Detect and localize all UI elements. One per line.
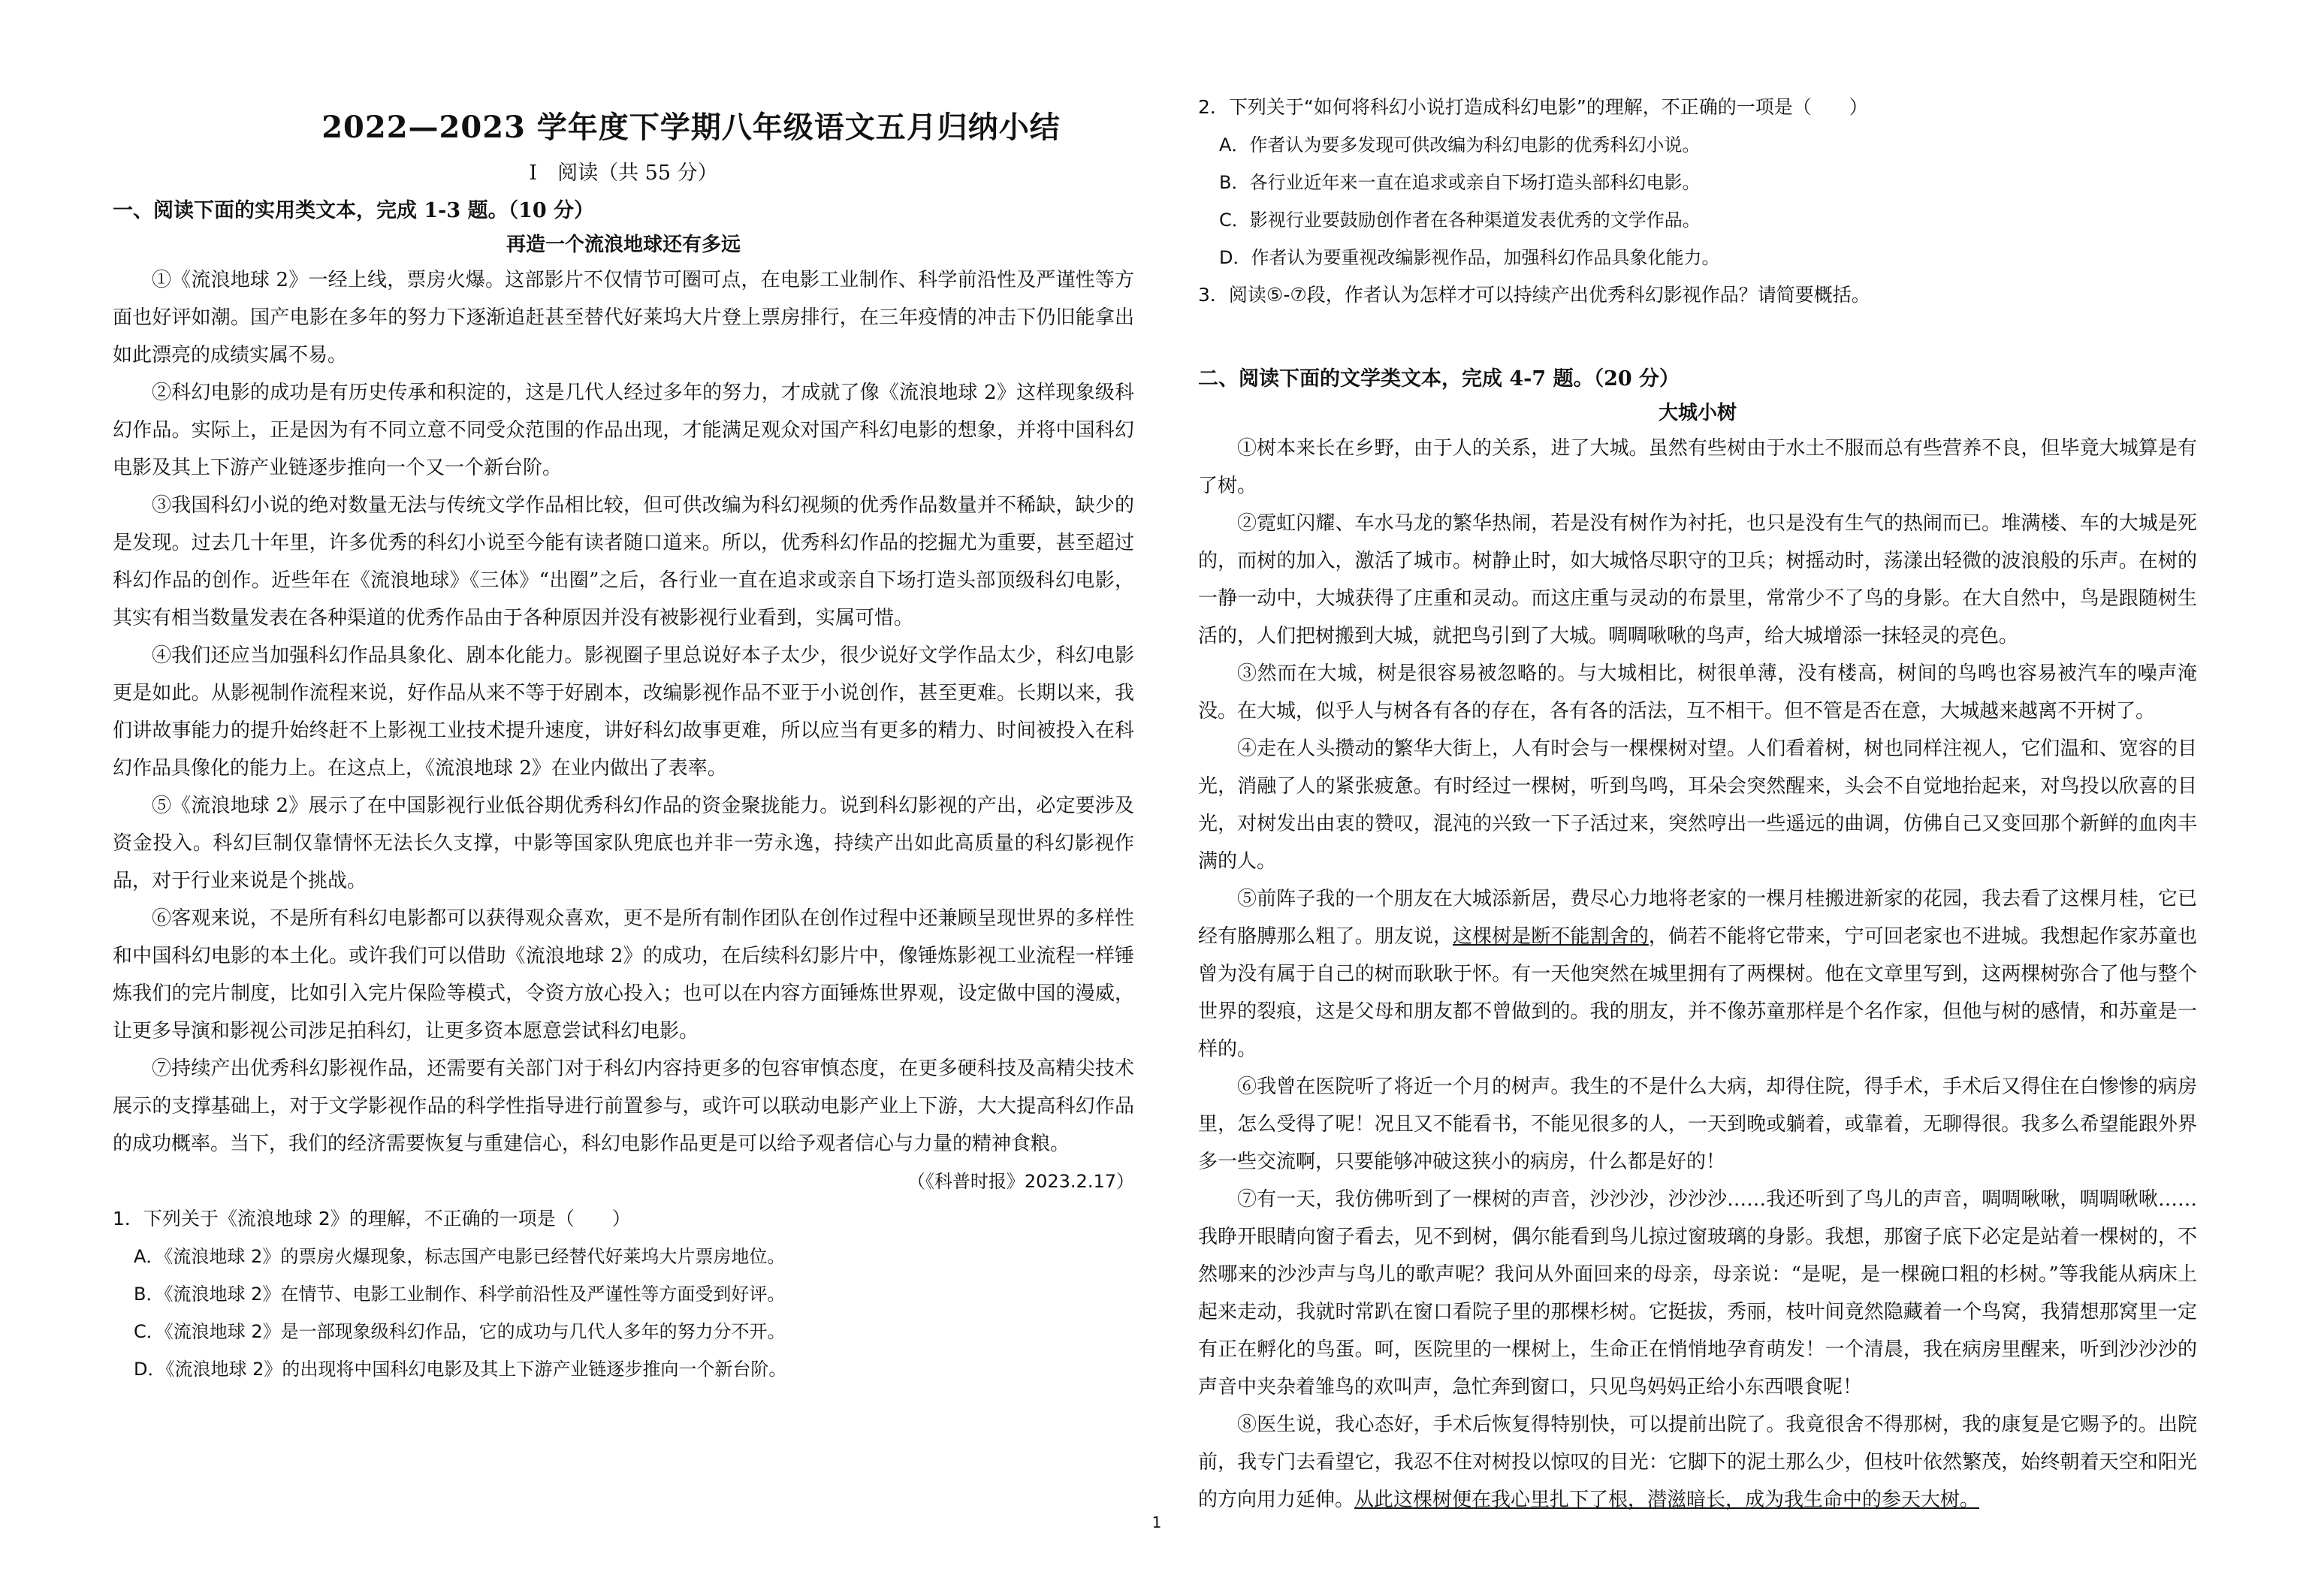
underlined-sentence: 这棵树是断不能割舍的 — [1453, 925, 1649, 948]
question-1-option-b[interactable]: B．《流浪地球 2》在情节、电影工业制作、科学前沿性及严谨性等方面受到好评。 — [134, 1284, 786, 1305]
p5-text-b: ，倘若不能将它带来，宁可回老家也不进城。我想起作家苏童也曾为没有属于自己的树而耿耿于怀。有一天他突然在城里拥有了两棵树。他在文章里写到，这两棵树弥合了他与整个世界的裂痕，这是父母和朋友都不曾做到的。我的朋友，并不像苏童那样是个名作家，但他与树的感情，和苏童是一样的。 — [1198, 925, 2197, 1060]
article1-paragraph: ⑦持续产出优秀科幻影视作品，还需要有关部门对于科幻内容持更多的包容审慎态度，在更多硬科技及高精尖技术展示的支撑基础上，对于文学影视作品的科学性指导进行前置参与，或许可以联动电影产业上下游，大大提高科幻作品的成功概率。当下，我们的经济需要恢复与重建信心，科幻电影作品更是可以给予观者信心与力量的精神食粮。 — [113, 1057, 1134, 1155]
reading-section-label: Ⅰ 阅读（共 55 分） — [529, 161, 718, 185]
question-1-option-a[interactable]: A．《流浪地球 2》的票房火爆现象，标志国产电影已经替代好莱坞大片票房地位。 — [134, 1246, 786, 1267]
article2-paragraph: ⑥我曾在医院听了将近一个月的树声。我生的不是什么大病，却得住院，得手术，手术后又得住在白惨惨的病房里，怎么受得了呢！况且又不能看书，不能见很多的人，一天到晚或躺着，或靠着，无聊得很。我多么希望能跟外界多一些交流啊，只要能够冲破这狭小的病房，什么都是好的！ — [1198, 1076, 2197, 1173]
underlined-sentence: 从此这棵树便在我心里扎下了根，潜滋暗长，成为我生命中的参天大树。 — [1354, 1489, 1980, 1511]
right-column — [1198, 0, 2197, 1596]
page-number: 1 — [1151, 1513, 1162, 1531]
article1-source: （《科普时报》2023.2.17） — [907, 1171, 1134, 1192]
article2-paragraph-8 — [1198, 1406, 2197, 1519]
question-2-option-a[interactable]: A．作者认为要多发现可供改编为科幻电影的优秀科幻小说。 — [1219, 134, 1701, 155]
page-title: 2022—2023 学年度下学期八年级语文五月归纳小结 — [321, 110, 1061, 145]
question-1-option-d[interactable]: D．《流浪地球 2》的出现将中国科幻电影及其上下游产业链逐步推向一个新台阶。 — [134, 1359, 787, 1380]
part1-heading: 一、阅读下面的实用类文本，完成 1-3 题。（10 分） — [113, 199, 595, 222]
article2-paragraph: ①树本来长在乡野，由于人的关系，进了大城。虽然有些树由于水土不服而总有些营养不良，但毕竟大城算是有了树。 — [1198, 437, 2197, 497]
article1-paragraph: ①《流浪地球 2》一经上线，票房火爆。这部影片不仅情节可圈可点，在电影工业制作、科学前沿性及严谨性等方面也好评如潮。国产电影在多年的努力下逐渐追赶甚至替代好莱坞大片登上票房排行，在三年疫情的冲击下仍旧能拿出如此漂亮的成绩实属不易。 — [113, 269, 1134, 367]
article1-title: 再造一个流浪地球还有多远 — [506, 234, 741, 256]
article2-paragraph: ③然而在大城，树是很容易被忽略的。与大城相比，树很单薄，没有楼高，树间的鸟鸣也容易被汽车的噪声淹没。在大城，似乎人与树各有各的存在，各有各的活法，互不相干。但不管是否在意，大城越来越离不开树了。 — [1198, 662, 2197, 723]
questions-2-3-block — [1198, 89, 2197, 314]
article2-paragraph: ④走在人头攒动的繁华大街上，人有时会与一棵棵树对望。人们看着树，树也同样注视人，它们温和、宽容的目光，消融了人的紧张疲惫。有时经过一棵树，听到鸟鸣，耳朵会突然醒来，头会不自觉地抬起来，对鸟投以欣喜的目光，对树发出由衷的赞叹，混沌的兴致一下子活过来，突然哼出一些遥远的曲调，仿佛自己又变回那个新鲜的血肉丰满的人。 — [1198, 738, 2197, 873]
article1-paragraph: ②科幻电影的成功是有历史传承和积淀的，这是几代人经过多年的努力，才成就了像《流浪地球 2》这样现象级科幻作品。实际上，正是因为有不同立意不同受众范围的作品出现，才能满足观众对国产科幻电影的想象，并将中国科幻电影及其上下游产业链逐步推向一个又一个新台阶。 — [113, 382, 1134, 479]
part2-block — [1198, 362, 2197, 1519]
question-2-option-d[interactable]: D．作者认为要重视改编影视作品，加强科幻作品具象化能力。 — [1219, 247, 1720, 268]
question-1-stem: 1．下列关于《流浪地球 2》的理解，不正确的一项是（ ） — [113, 1208, 631, 1229]
left-column — [113, 0, 1134, 1596]
article1-paragraph: ⑤《流浪地球 2》展示了在中国影视行业低谷期优秀科幻作品的资金聚拢能力。说到科幻影视的产出，必定要涉及资金投入。科幻巨制仅靠情怀无法长久支撑，中影等国家队兜底也并非一劳永逸，持续产出如此高质量的科幻影视作品，对于行业来说是个挑战。 — [113, 795, 1134, 892]
article1-paragraph: ④我们还应当加强科幻作品具象化、剧本化能力。影视圈子里总说好本子太少，很少说好文学作品太少，科幻电影更是如此。从影视制作流程来说，好作品从来不等于好剧本，改编影视作品不亚于小说创作，甚至更难。长期以来，我们讲故事能力的提升始终赶不上影视工业技术提升速度，讲好科幻故事更难，所以应当有更多的精力、时间被投入在科幻作品具像化的能力上。在这点上，《流浪地球 2》在业内做出了表率。 — [113, 644, 1134, 780]
article2-paragraph: ②霓虹闪耀、车水马龙的繁华热闹，若是没有树作为衬托，也只是没有生气的热闹而已。堆满楼、车的大城是死的，而树的加入，激活了城市。树静止时，如大城恪尽职守的卫兵；树摇动时，荡漾出轻微的波浪般的乐声。在树的一静一动中，大城获得了庄重和灵动。而这庄重与灵动的布景里，常常少不了鸟的身影。在大自然中，鸟是跟随树生活的，人们把树搬到大城，就把鸟引到了大城。啁啁啾啾的鸟声，给大城增添一抹轻灵的亮色。 — [1198, 512, 2197, 647]
article2-paragraph-5 — [1198, 880, 2197, 1068]
article1-paragraph: ③我国科幻小说的绝对数量无法与传统文学作品相比较，但可供改编为科幻视频的优秀作品数量并不稀缺，缺少的是发现。过去几十年里，许多优秀的科幻小说至今能有读者随口道来。所以，优秀科幻作品的挖掘尤为重要，甚至超过科幻作品的创作。近些年在《流浪地球》《三体》“出圈”之后，各行业一直在追求或亲自下场打造头部顶级科幻电影，其实有相当数量发表在各种渠道的优秀作品由于各种原因并没有被影视行业看到，实属可惜。 — [113, 494, 1134, 629]
question-2-option-b[interactable]: B．各行业近年来一直在追求或亲自下场打造头部科幻电影。 — [1219, 172, 1701, 193]
article2-body — [1198, 430, 2197, 1519]
question-1-option-c[interactable]: C．《流浪地球 2》是一部现象级科幻作品，它的成功与几代人多年的努力分不开。 — [134, 1321, 786, 1342]
article1-body — [113, 261, 1134, 1163]
p8-text-a: ⑧医生说，我心态好，手术后恢复得特别快，可以提前出院了。我竟很舍不得那树，我的康复是它赐予的。出院前，我专门去看望它，我忍不住对树投以惊叹的目光：它脚下的泥土那么少，但枝叶依然繁茂，始终朝着天空和阳光的方向用力延伸。 — [1198, 1413, 2197, 1511]
article2-paragraph: ⑦有一天，我仿佛听到了一棵树的声音，沙沙沙，沙沙沙……我还听到了鸟儿的声音，啁啁啾啾，啁啁啾啾……我睁开眼睛向窗子看去，见不到树，偶尔能看到鸟儿掠过窗玻璃的身影。我想，那窗子底下必定是站着一棵树的，不然哪来的沙沙声与鸟儿的歌声呢？我问从外面回来的母亲，母亲说：“是呢，是一棵碗口粗的杉树。”等我能从病床上起来走动，我就时常趴在窗口看院子里的那棵杉树。它挺拔，秀丽，枝叶间竟然隐藏着一个鸟窝，我猜想那窝里一定有正在孵化的鸟蛋。呵，医院里的一棵树上，生命正在悄悄地孕育萌发！一个清晨，我在病房里醒来，听到沙沙沙的声音中夹杂着雏鸟的欢叫声，急忙奔到窗口，只见鸟妈妈正给小东西喂食呢！ — [1198, 1188, 2197, 1398]
part1-block — [113, 194, 1134, 1388]
article1-paragraph: ⑥客观来说，不是所有科幻电影都可以获得观众喜欢，更不是所有制作团队在创作过程中还兼顾呈现世界的多样性和中国科幻电影的本土化。或许我们可以借助《流浪地球 2》的成功，在后续科幻影片中，像锤炼影视工业流程一样锤炼我们的完片制度，比如引入完片保险等模式，令资方放心投入；也可以在内容方面锤炼世界观，设定做中国的漫威，让更多导演和影视公司涉足拍科幻，让更多资本愿意尝试科幻电影。 — [113, 907, 1134, 1042]
question-2-stem: 2．下列关于“如何将科幻小说打造成科幻电影”的理解，不正确的一项是（ ） — [1198, 96, 1868, 118]
question-2-option-c[interactable]: C．影视行业要鼓励创作者在各种渠道发表优秀的文学作品。 — [1219, 210, 1701, 231]
p5-text-a: ⑤前阵子我的一个朋友在大城添新居，费尽心力地将老家的一棵月桂搬进新家的花园，我去看了这棵月桂，它已经有胳膊那么粗了。朋友说， — [1198, 888, 2197, 948]
article2-title: 大城小树 — [1658, 402, 1737, 424]
question-3-stem: 3．阅读⑤-⑦段，作者认为怎样才可以持续产出优秀科幻影视作品？请简要概括。 — [1198, 284, 1870, 306]
part2-heading: 二、阅读下面的文学类文本，完成 4-7 题。（20 分） — [1198, 367, 1680, 391]
